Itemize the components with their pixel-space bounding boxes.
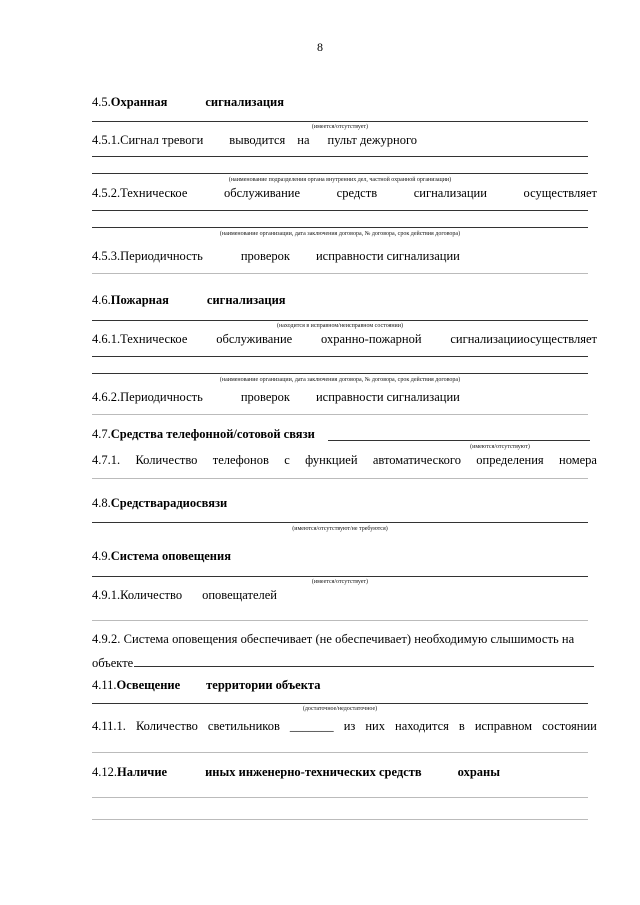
text: 4.11.1.: [92, 719, 126, 733]
field-caption: (наименование организации, дата заключения договора, № договора, срок действия договора): [219, 231, 461, 237]
text: средств: [336, 186, 378, 200]
text: определения: [476, 453, 544, 467]
fill-line: [92, 797, 588, 798]
heading-word: Охранная: [110, 95, 168, 109]
text: светильников: [207, 719, 280, 733]
heading-text: Средства телефонной/сотовой связи: [110, 427, 315, 441]
section-number: 4.12.: [92, 765, 117, 779]
section-number: 4.7.: [92, 427, 111, 441]
section-4-9-heading: [92, 550, 231, 563]
section-4-8-heading: [92, 497, 227, 510]
text: 4.7.1.: [92, 453, 121, 467]
text: находится: [395, 719, 449, 733]
page-number: 8: [317, 40, 323, 54]
text: обслуживание: [224, 186, 301, 200]
fill-line: [134, 666, 594, 667]
text: выводится: [229, 133, 286, 147]
section-4-12-heading: [92, 766, 500, 779]
item-4-5-3: [92, 250, 460, 263]
fill-line: [92, 752, 588, 753]
item-4-11-1: [92, 720, 597, 733]
text: 4.5.1.Сигнал тревоги: [92, 133, 204, 147]
heading-text: Система оповещения: [110, 549, 231, 563]
section-number: 4.11.: [92, 678, 117, 692]
fill-line: [92, 273, 588, 274]
fill-line: [92, 210, 588, 211]
text: охранно-пожарной: [321, 332, 422, 346]
text: оповещателей: [202, 588, 277, 602]
text: телефонов: [212, 453, 269, 467]
field-caption: (имеется/отсутствует): [311, 124, 369, 130]
fill-line: [92, 576, 588, 577]
heading-word: сигнализация: [205, 95, 284, 109]
heading-word: сигнализация: [206, 293, 286, 307]
fill-line: [328, 440, 590, 441]
fill-line: [92, 620, 588, 621]
blank-field: _______: [289, 719, 334, 733]
text: исправном: [474, 719, 533, 733]
fill-line: [92, 373, 588, 374]
text: 4.5.2.Техническое: [92, 186, 188, 200]
text: исправности сигнализации: [315, 390, 460, 404]
item-4-6-2: [92, 391, 460, 404]
fill-line: [92, 320, 588, 321]
fill-line: [92, 522, 588, 523]
section-4-5-heading: [92, 96, 284, 109]
heading-text: Средстварадиосвязи: [110, 496, 228, 510]
heading-word: Пожарная: [110, 293, 169, 307]
field-caption: (наименование организации, дата заключения договора, № договора, срок действия договора): [219, 377, 461, 383]
heading-word: Наличие: [117, 765, 168, 779]
text: Количество: [135, 719, 198, 733]
heading-word: иных инженерно-технических средств: [205, 765, 422, 779]
item-4-7-1: [92, 454, 597, 467]
text: автоматического: [372, 453, 461, 467]
fill-line: [92, 121, 588, 122]
text: 4.6.2.Периодичность: [92, 390, 203, 404]
text: 4.6.1.Техническое: [92, 332, 188, 346]
section-number: 4.8.: [92, 496, 111, 510]
heading-word: Освещение: [116, 678, 181, 692]
text: на: [297, 133, 310, 147]
text: объекте: [92, 656, 134, 670]
text: функцией: [305, 453, 358, 467]
section-number: 4.5.: [92, 95, 111, 109]
text: сигнализации: [413, 186, 487, 200]
item-4-5-1: [92, 134, 417, 147]
heading-word: территории объекта: [206, 678, 321, 692]
fill-line: [92, 703, 588, 704]
item-4-5-2: [92, 187, 597, 200]
fill-line: [92, 819, 588, 820]
text: с: [284, 453, 290, 467]
text: обслуживание: [216, 332, 293, 346]
text: в: [458, 719, 465, 733]
text: проверок: [240, 249, 290, 263]
field-caption: (достаточное/недостаточное): [302, 706, 378, 712]
item-4-9-2-line2: [92, 657, 133, 670]
text: них: [365, 719, 385, 733]
text: сигнализацииосуществляет: [450, 332, 597, 346]
field-caption: (имеется/отсутствует): [311, 579, 369, 585]
fill-line: [92, 173, 588, 174]
text: осуществляет: [523, 186, 597, 200]
text: из: [343, 719, 356, 733]
text: проверок: [240, 390, 290, 404]
fill-line: [92, 156, 588, 157]
text: состоянии: [542, 719, 597, 733]
item-4-6-1: [92, 333, 597, 346]
text: Количество: [135, 453, 198, 467]
fill-line: [92, 414, 588, 415]
section-number: 4.9.: [92, 549, 111, 563]
text: 4.5.3.Периодичность: [92, 249, 203, 263]
field-caption: (имеются/отсутствуют/не требуются): [292, 526, 388, 532]
item-4-9-1: [92, 589, 277, 602]
field-caption: (имеются/отсутствуют): [470, 444, 530, 450]
text: номера: [559, 453, 597, 467]
item-4-9-2-line1: 4.9.2. Система оповещения обеспечивает (не обеспечивает) необходимую слышимость на: [92, 632, 575, 646]
section-number: 4.6.: [92, 293, 111, 307]
fill-line: [92, 227, 588, 228]
heading-word: охраны: [457, 765, 500, 779]
field-caption: (находится в исправном/неисправном состоянии): [277, 323, 403, 329]
text: пульт дежурного: [327, 133, 418, 147]
section-4-6-heading: [92, 294, 286, 307]
section-4-7-heading: [92, 428, 315, 441]
section-4-11-heading: [92, 679, 320, 692]
text: исправности сигнализации: [315, 249, 460, 263]
text: 4.9.1.Количество: [92, 588, 183, 602]
fill-line: [92, 478, 588, 479]
fill-line: [92, 356, 588, 357]
field-caption: (наименование подразделения органа внутренних дел, частной охранной организации): [228, 177, 452, 183]
